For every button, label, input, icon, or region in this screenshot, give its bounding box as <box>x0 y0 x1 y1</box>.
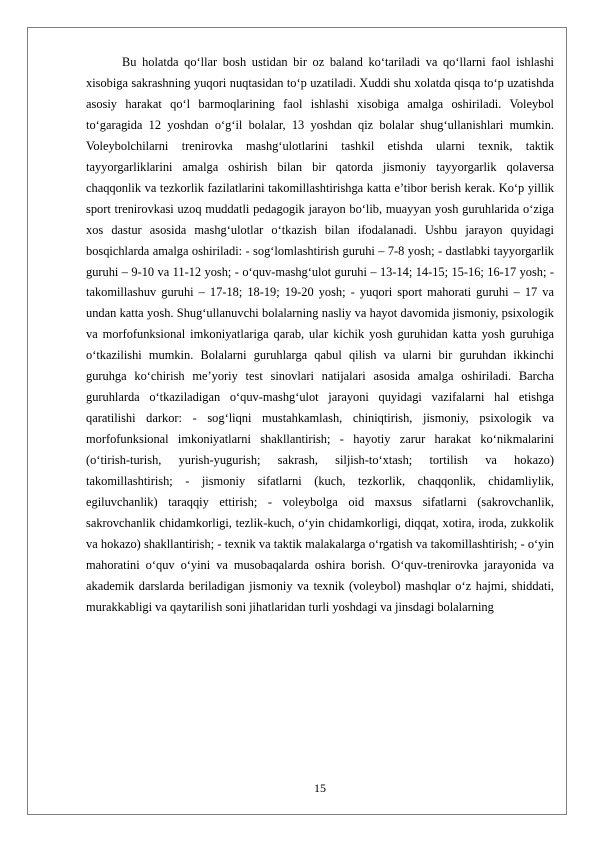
body-paragraph: Bu holatda qo‘llar bosh ustidan bir oz baland ko‘tariladi va qo‘llarni faol ishlashi xisobiga sakrashning yuqori nuqtasidan to‘p uzatiladi. Xuddi shu xolatda qisqa to‘p uzatishda asosiy harakat qo‘l barmoqlarining faol ishlashi xisobiga amalga oshiriladi. Voleybol to‘garagida 12 yoshdan o‘g‘il bolalar, 13 yoshdan qiz bolalar shug‘ullanishlari mumkin. Voleybolchilarni trenirovka mashg‘ulotlarini tashkil etishda ularni texnik, taktik tayyorgarliklarini amalga oshirish bilan bir qatorda jismoniy tayyorgarlik qolaversa chaqqonlik va tezkorlik fazilatlarini takomillashtirishga katta e’tibor berish kerak. Ko‘p yillik sport trenirovkasi uzoq muddatli pedagogik jarayon bo‘lib, muayyan yosh guruhlarida o‘ziga xos dastur asosida mashg‘ulotlar o‘tkazish bilan ifodalanadi. Ushbu jarayon quyidagi bosqichlarda amalga oshiriladi: - sog‘lomlashtirish guruhi – 7-8 yosh; - dastlabki tayyorgarlik guruhi – 9-10 va 11-12 yosh; - o‘quv-mashg‘ulot guruhi – 13-14; 14-15; 15-16; 16-17 yosh; - takomillashuv guruhi – 17-18; 18-19; 19-20 yosh; - yuqori sport mahorati guruhi – 17 va undan katta yosh. Shug‘ullanuvchi bolalarning nasliy va hayot davomida jismoniy, psixologik va morfofunksional imkoniyatlariga qarab, ular kichik yosh guruhidan katta yosh guruhiga o‘tkazilishi mumkin. Bolalarni guruhlarga qabul qilish va ularni bir guruhdan ikkinchi guruhga ko‘chirish me’yoriy test sinovlari natijalari asosida amalga oshiriladi. Barcha guruhlarda o‘tkaziladigan o‘quv-mashg‘ulot jarayoni quyidagi vazifalarni hal etishga qaratilishi darkor: - sog‘liqni mustahkamlash, chiniqtirish, jismoniy, psixologik va morfofunksional imkoniyatlarni shakllantirish; - hayotiy zarur harakat ko‘nikmalarini (o‘tirish-turish, yurish-yugurish; sakrash, siljish-to‘xtash; tortilish va hokazo) takomillashtirish; - jismoniy sifatlarni (kuch, tezkorlik, chaqqonlik, chidamliylik, egiluvchanlik) taraqqiy ettirish; - voleybolga oid maxsus sifatlarni (sakrovchanlik, sakrovchanlik chidamkorligi, tezlik-kuch, o‘yin chidamkorligi, diqqat, xotira, iroda, zukkolik va hokazo) shakllantirish; - texnik va taktik malakalarga o‘rgatish va takomillashtirish; - o‘yin mahoratini o‘quv o‘yini va musobaqalarda oshira borish. O‘quv-trenirovka jarayonida va akademik darslarda beriladigan jismoniy va texnik (voleybol) mashqlar o‘z hajmi, shiddati, murakkabligi va qaytarilish soni jihatlaridan turli yoshdagi va jinsdagi bolalarning <box>86 55 554 614</box>
page-number: 15 <box>314 781 326 795</box>
